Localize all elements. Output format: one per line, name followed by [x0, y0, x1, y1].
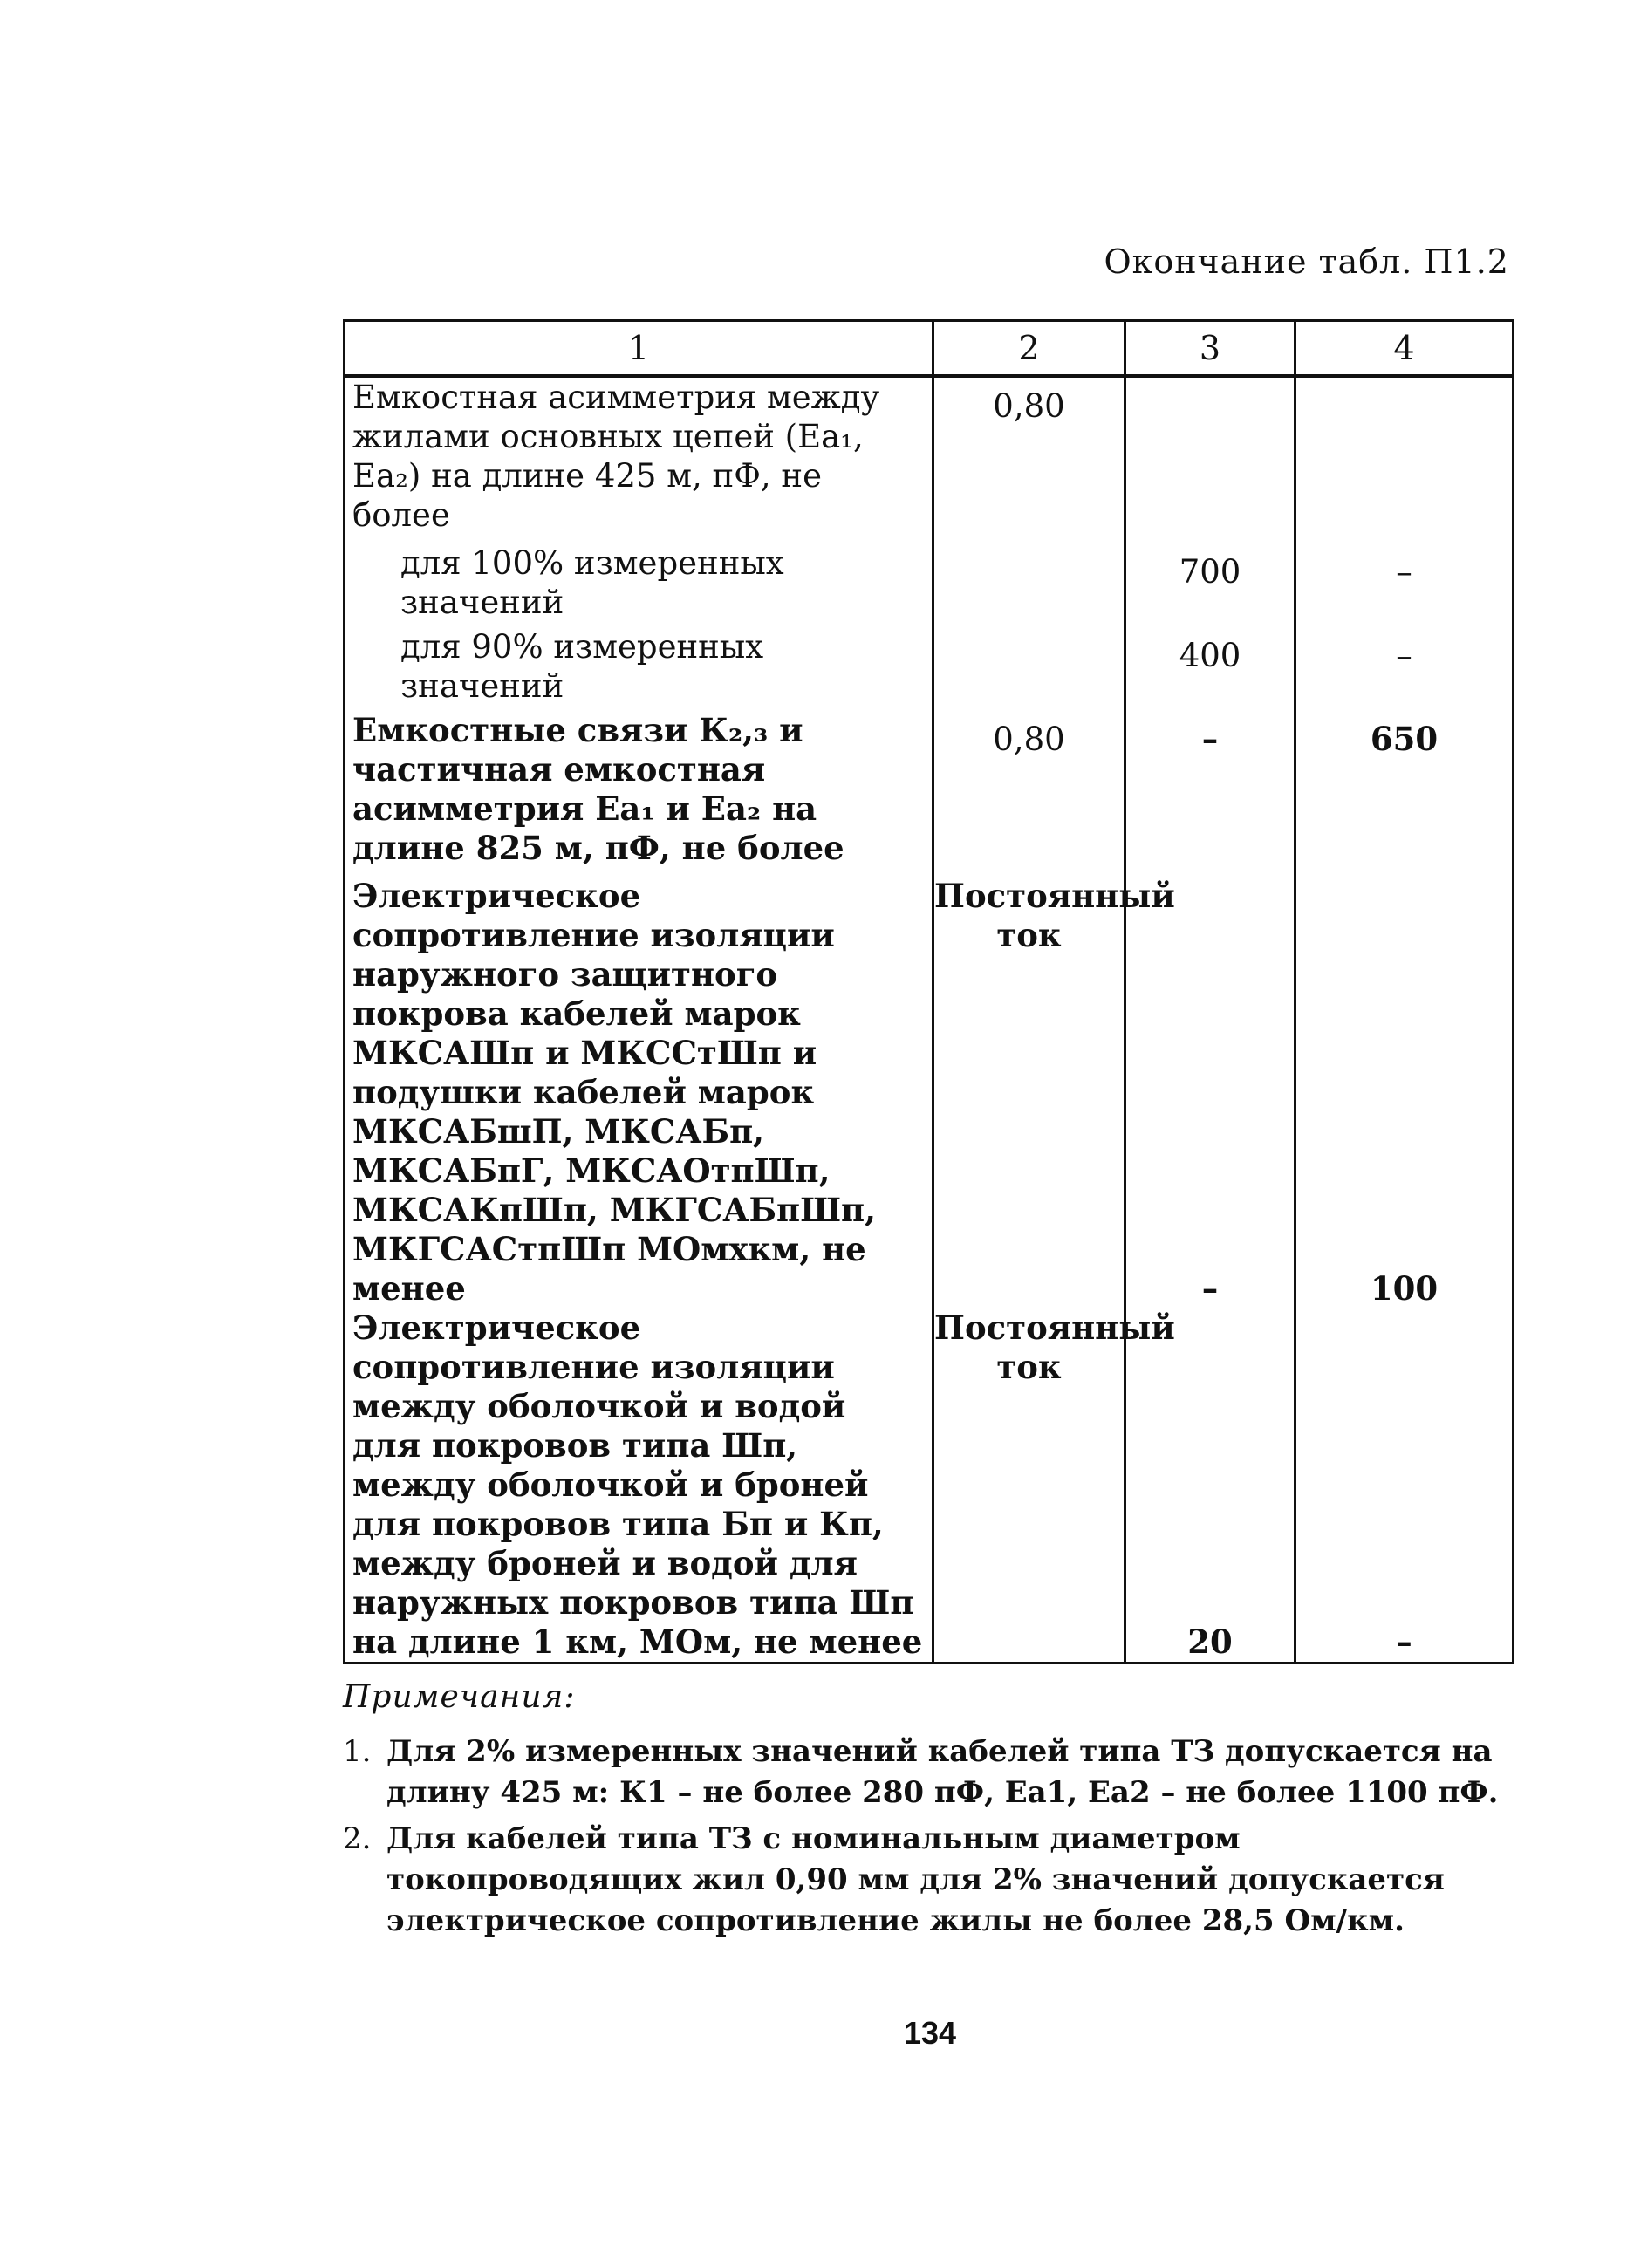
- table-row: [345, 1308, 1514, 1663]
- table-cell: [345, 543, 933, 627]
- table-cell: 0,80: [933, 376, 1125, 543]
- table-header-cell: 4: [1295, 321, 1514, 377]
- table-cell: –: [1295, 1308, 1514, 1663]
- table-cell: 0,80: [933, 711, 1125, 877]
- table-row: [345, 543, 1514, 627]
- table-cell: [345, 877, 933, 1308]
- table-row: [345, 877, 1514, 1308]
- table-cell: [345, 1308, 933, 1663]
- data-table: [343, 319, 1514, 1664]
- row-description: Электрическое сопротивление изоляции между оболочкой и водой для покровов типа Шп, между оболочкой и броней для покровов типа Бп и Кп, между броней и водой для наружных покровов типа Шп на длине 1 км, МОм, не менее: [352, 1308, 923, 1661]
- table-cell: –: [1295, 543, 1514, 627]
- table-cell: 20: [1125, 1308, 1295, 1663]
- row-description: для 90% измеренных значений: [400, 628, 764, 705]
- table-cell: Постоянный ток: [933, 1308, 1125, 1663]
- table-cell: 100: [1295, 877, 1514, 1308]
- table-cell: [345, 711, 933, 877]
- notes-list: [343, 1732, 1534, 1947]
- table-cell: –: [1125, 877, 1295, 1308]
- page-number: 134: [904, 2015, 957, 2051]
- table-header-cell: 1: [345, 321, 933, 377]
- row-description: для 100% измеренных значений: [400, 544, 784, 621]
- table-row: [345, 627, 1514, 711]
- note-number: 2.: [343, 1821, 372, 1856]
- table-cell: [345, 627, 933, 711]
- note-number: 1.: [343, 1734, 372, 1769]
- row-description: Емкостная асимметрия между жилами основных цепей (Еа₁, Еа₂) на длине 425 м, пФ, не более: [352, 379, 880, 534]
- row-description: Электрическое сопротивление изоляции наружного защитного покрова кабелей марок МКСАШп и МКССтШп и подушки кабелей марок МКСАБшП, МКСАБп, МКСАБпГ, МКСАОтпШп, МКСАКпШп, МКГСАБпШп, МКГСАСтпШп МОмхкм, не менее: [352, 877, 877, 1308]
- table-cell: [933, 543, 1125, 627]
- table-cell: –: [1125, 711, 1295, 877]
- table-cell: [1295, 376, 1514, 543]
- table-cell: –: [1295, 627, 1514, 711]
- note-text: Для 2% измеренных значений кабелей типа ТЗ допускается на длину 425 м: К1 – не более 280 пФ, Еа1, Еа2 – не более 1100 пФ.: [386, 1734, 1499, 1810]
- note-text: Для кабелей типа ТЗ с номинальным диаметром токопроводящих жил 0,90 мм для 2% значений допускается электрическое сопротивление жилы не более 28,5 Ом/км.: [386, 1821, 1445, 1938]
- table-cell: 700: [1125, 543, 1295, 627]
- table-cell: Постоянный ток: [933, 877, 1125, 1308]
- note-item: [343, 1819, 1534, 1942]
- table-cell: [933, 627, 1125, 711]
- table-header-cell: 3: [1125, 321, 1295, 377]
- table-row: [345, 376, 1514, 543]
- table-header-cell: 2: [933, 321, 1125, 377]
- table-caption: Окончание табл. П1.2: [1104, 243, 1509, 281]
- notes-title: Примечания:: [343, 1679, 576, 1715]
- note-item: [343, 1732, 1534, 1814]
- row-description: Емкостные связи К₂,₃ и частичная емкостная асимметрия Еа₁ и Еа₂ на длине 825 м, пФ, не более: [352, 711, 844, 867]
- table-cell: 650: [1295, 711, 1514, 877]
- table-row: [345, 711, 1514, 877]
- table-cell: 400: [1125, 627, 1295, 711]
- table-header-row: [345, 321, 1514, 377]
- table-cell: [1125, 376, 1295, 543]
- table-cell: [345, 376, 933, 543]
